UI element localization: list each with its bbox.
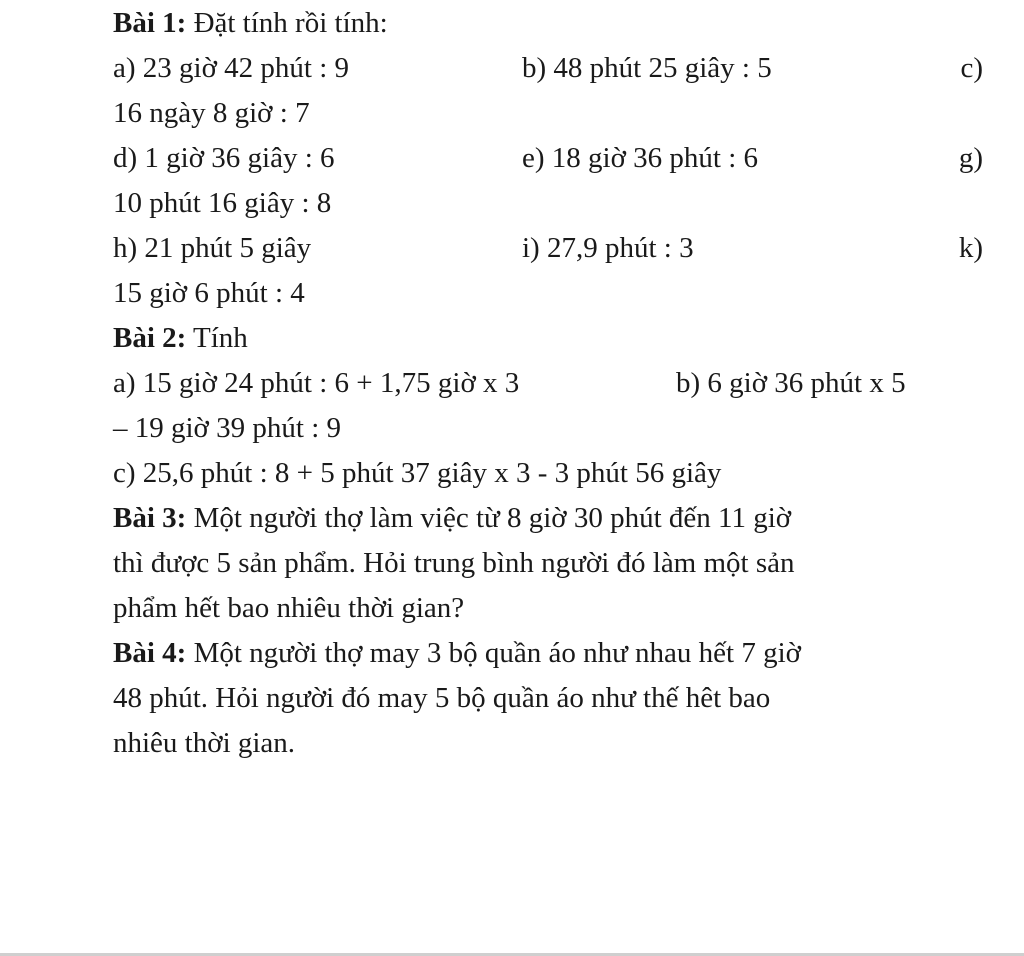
bai1-item-a: a) 23 giờ 42 phút : 9 bbox=[113, 52, 350, 84]
bai3-text-1: Một người thợ làm việc từ 8 giờ 30 phút đến 11 giờ bbox=[186, 502, 792, 534]
bai3-line2 bbox=[113, 541, 983, 586]
bai2-row2 bbox=[113, 451, 983, 496]
bai1-item-g-label: g) bbox=[958, 142, 983, 174]
bai1-item-k-label: k) bbox=[958, 232, 983, 264]
bai2-item-b: b) 6 giờ 36 phút x 5 bbox=[676, 367, 906, 399]
worksheet bbox=[113, 0, 983, 766]
bai1-item-e: e) 18 giờ 36 phút : 6 bbox=[522, 142, 759, 174]
bai4-line3 bbox=[113, 721, 983, 766]
bai1-instruction: Đặt tính rồi tính: bbox=[186, 7, 388, 39]
bai3-text-3: phẩm hết bao nhiêu thời gian? bbox=[113, 592, 465, 624]
bai1-item-i: i) 27,9 phút : 3 bbox=[522, 232, 694, 264]
bai2-instruction: Tính bbox=[186, 322, 248, 354]
bai1-row2-cont bbox=[113, 181, 983, 226]
bai4-line2 bbox=[113, 676, 983, 721]
bai1-item-g: 10 phút 16 giây : 8 bbox=[113, 187, 332, 219]
bai1-row3 bbox=[113, 226, 983, 271]
bai3-line1 bbox=[113, 496, 983, 541]
bai2-item-c: c) 25,6 phút : 8 + 5 phút 37 giây x 3 - 3 phút 56 giây bbox=[113, 457, 722, 489]
bai1-row3-cont bbox=[113, 271, 983, 316]
bai2-item-a: a) 15 giờ 24 phút : 6 + 1,75 giờ x 3 bbox=[113, 367, 520, 399]
bai1-item-b: b) 48 phút 25 giây : 5 bbox=[522, 52, 772, 84]
bai4-line1 bbox=[113, 631, 983, 676]
bai2-row1 bbox=[113, 361, 983, 406]
bai1-row2 bbox=[113, 136, 983, 181]
bai3-text-2: thì được 5 sản phẩm. Hỏi trung bình người đó làm một sản bbox=[113, 547, 795, 579]
bai2-row1-cont bbox=[113, 406, 983, 451]
bai1-label: Bài 1: bbox=[113, 7, 187, 39]
bai2-item-b-cont: – 19 giờ 39 phút : 9 bbox=[113, 412, 342, 444]
bai1-row1 bbox=[113, 46, 983, 91]
bai4-text-3: nhiêu thời gian. bbox=[113, 727, 296, 759]
bai1-item-d: d) 1 giờ 36 giây : 6 bbox=[113, 142, 335, 174]
bai3-line3 bbox=[113, 586, 983, 631]
bai1-item-h: h) 21 phút 5 giây bbox=[113, 232, 312, 264]
bai3-label: Bài 3: bbox=[113, 502, 187, 534]
bai1-row1-cont bbox=[113, 91, 983, 136]
bai1-item-c-label: c) bbox=[960, 52, 983, 84]
bai1-item-c: 16 ngày 8 giờ : 7 bbox=[113, 97, 310, 129]
bai2-heading bbox=[113, 316, 983, 361]
bai1-item-k: 15 giờ 6 phút : 4 bbox=[113, 277, 305, 309]
bai1-heading bbox=[113, 1, 983, 46]
bai4-label: Bài 4: bbox=[113, 637, 187, 669]
bai4-text-1: Một người thợ may 3 bộ quần áo như nhau hết 7 giờ bbox=[186, 637, 801, 669]
bai4-text-2: 48 phút. Hỏi người đó may 5 bộ quần áo như thế hêt bao bbox=[113, 682, 771, 714]
bai2-label: Bài 2: bbox=[113, 322, 187, 354]
